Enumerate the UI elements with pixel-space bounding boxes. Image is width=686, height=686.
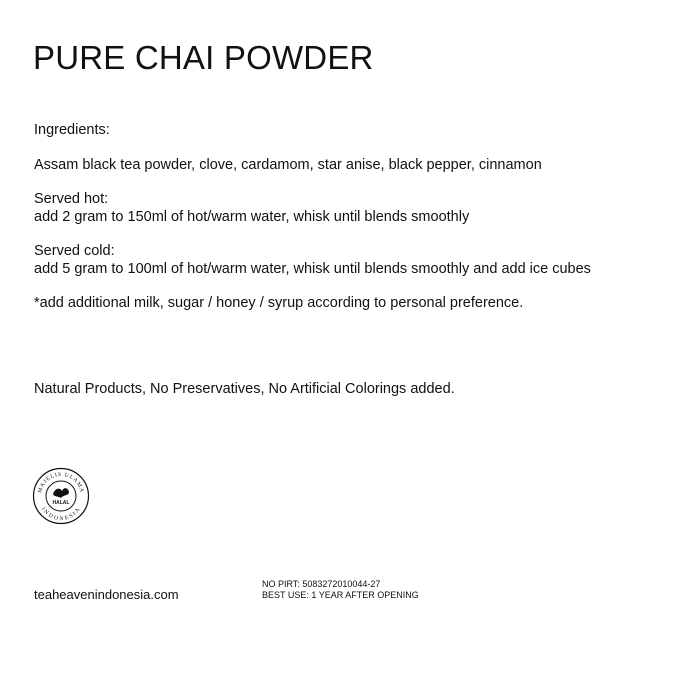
halal-seal-icon: [32, 467, 90, 525]
spacer: [34, 140, 591, 157]
product-title: PURE CHAI POWDER: [33, 39, 374, 76]
preference-note: *add additional milk, sugar / honey / syrup according to personal preference.: [34, 295, 524, 311]
spacer: [34, 174, 591, 191]
ingredients-label: Ingredients:: [34, 122, 110, 138]
product-meta: [262, 579, 419, 601]
served-hot-label: Served hot:: [34, 191, 109, 207]
seal-outer-text: MAJELIS ULAMA: [37, 471, 85, 494]
served-cold-label: Served cold:: [34, 243, 115, 259]
website-link[interactable]: teaheavenindonesia.com: [34, 587, 179, 602]
served-cold-text: add 5 gram to 100ml of hot/warm water, whisk until blends smoothly and add ice cubes: [34, 260, 591, 277]
seal-center-text: HALAL: [52, 500, 70, 506]
spacer: [34, 313, 591, 381]
ingredients-text: Assam black tea powder, clove, cardamom, star anise, black pepper, cinnamon: [34, 156, 542, 173]
product-description: [34, 122, 591, 398]
halal-seal-graphic: [32, 467, 90, 525]
spacer: [34, 226, 591, 243]
pirt-number: NO PIRT: 5083272010044-27: [262, 579, 381, 589]
best-use: BEST USE: 1 YEAR AFTER OPENING: [262, 590, 419, 600]
served-hot-text: add 2 gram to 150ml of hot/warm water, whisk until blends smoothly: [34, 208, 470, 225]
seal-bottom-text: INDONESIA: [39, 506, 82, 523]
spacer: [34, 278, 591, 295]
product-claims: Natural Products, No Preservatives, No Artificial Colorings added.: [34, 380, 455, 397]
